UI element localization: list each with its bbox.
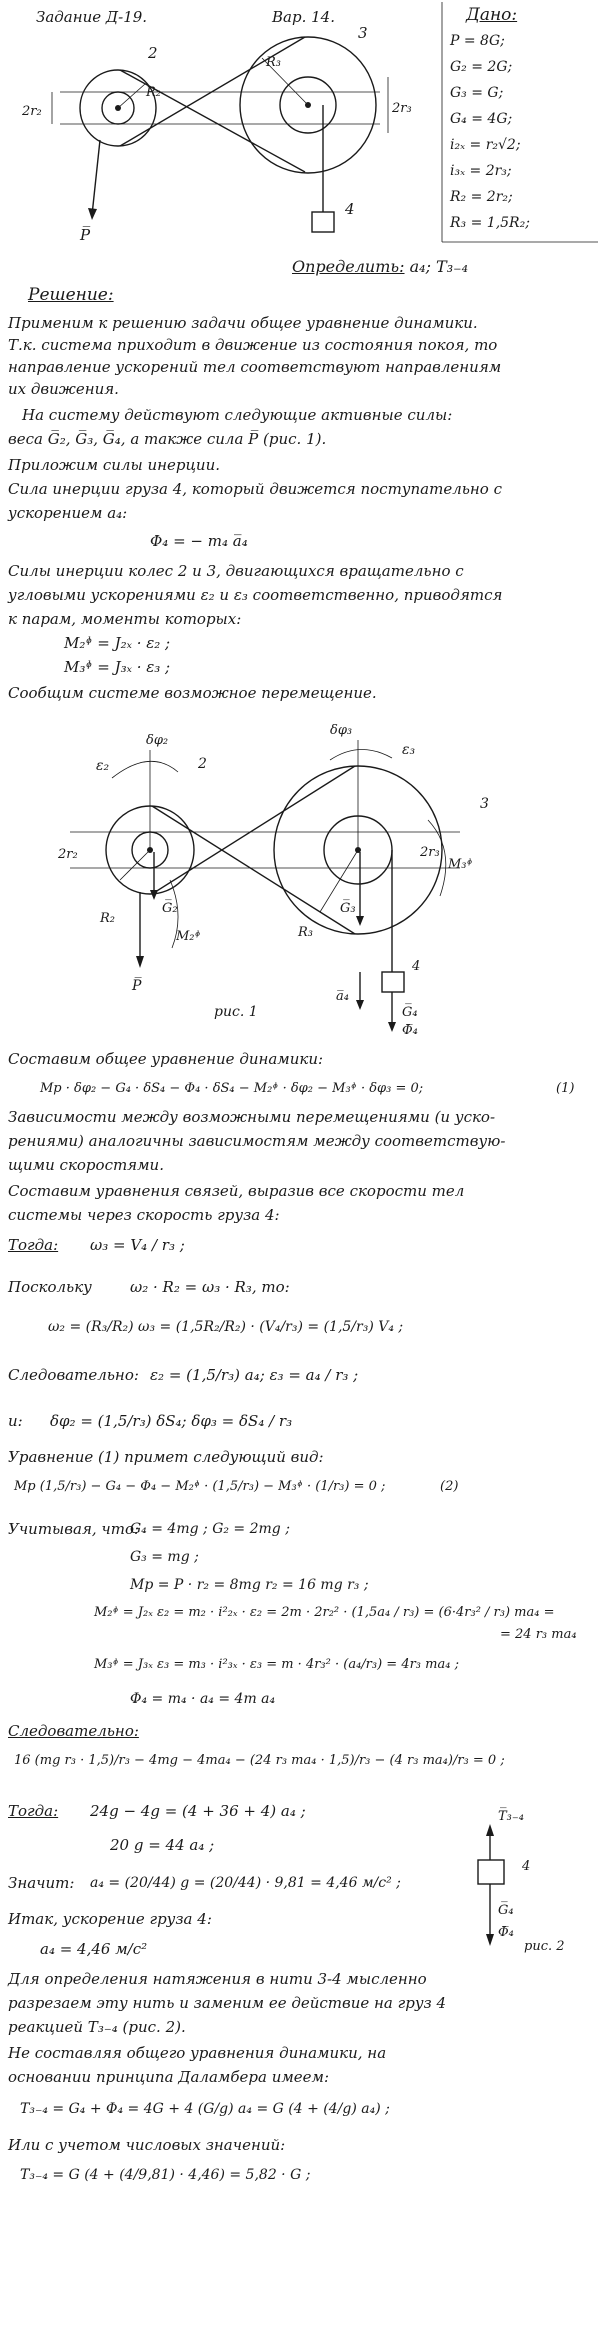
text-line: веса G̅₂, G̅₃, G̅₄, а также сила P̅ (рис. 1). xyxy=(8,430,327,448)
label-wheel-2: 2 xyxy=(148,44,158,62)
label-2r3: 2r₃ xyxy=(392,101,412,116)
equation-link: ω₂ · R₂ = ω₃ · R₃, то: xyxy=(130,1278,290,1296)
force-p-arrowhead xyxy=(136,956,144,968)
label-given-that: Учитывая, что: xyxy=(8,1520,140,1538)
label-r3: R₃ xyxy=(298,925,313,940)
text-line: Силы инерции колес 2 и 3, двигающихся вращательно с xyxy=(8,562,464,580)
label-r3: R₃ xyxy=(266,55,281,70)
equation-4: T₃₋₄ = G₄ + Φ₄ = 4G + 4 (G/g) a₄ = G (4 + (4/g) a₄) ; xyxy=(20,2101,390,2117)
text-line: Для определения натяжения в нити 3-4 мысленно xyxy=(8,1970,427,1988)
label-2r3: 2r₃ xyxy=(420,845,440,860)
figure-3-load-free-body xyxy=(440,1790,600,1980)
label-a4: a̅₄ xyxy=(336,989,349,1004)
equation-mp: Mp = P · r₂ = 8mg r₂ = 16 mg r₃ ; xyxy=(130,1577,369,1593)
label-load-4: 4 xyxy=(522,1859,531,1874)
force-p-line xyxy=(92,140,100,215)
arc-eps3 xyxy=(330,749,392,760)
equation-dphi: δφ₂ = (1,5/r₃) δS₄; δφ₃ = δS₄ / r₃ xyxy=(50,1412,293,1430)
label-m2: M₂ᶲ xyxy=(176,929,201,944)
result-a4: a₄ = 4,46 м/с² xyxy=(40,1940,148,1958)
equation-g3: G₃ = mg ; xyxy=(130,1549,199,1565)
label-eps3: ε₃ xyxy=(402,742,416,758)
equation-sum: 24g − 4g = (4 + 36 + 4) a₄ ; xyxy=(90,1802,306,1820)
given-item: G₂ = 2G; xyxy=(450,59,513,75)
belt-line-1 xyxy=(152,806,355,934)
text-line: к парам, моменты которых: xyxy=(8,610,242,628)
equation-2-number: (2) xyxy=(440,1479,459,1494)
label-phi4: Φ̅₄ xyxy=(498,1925,514,1940)
text-line: рениями) аналогичны зависимостям между соответствую- xyxy=(8,1132,506,1150)
load-4 xyxy=(312,212,334,232)
given-item: G₃ = G; xyxy=(450,85,504,101)
text-line: Сообщим системе возможное перемещение. xyxy=(8,684,377,702)
label-eps2: ε₂ xyxy=(96,758,110,774)
text-line: угловыми ускорениями ε₂ и ε₃ соответственно, приводятся xyxy=(8,586,503,604)
given-item: G₄ = 4G; xyxy=(450,111,513,127)
equation-m2: M₂ᶲ = J₂ₓ · ε₂ ; xyxy=(64,634,171,652)
variant-label: Вар. 14. xyxy=(272,8,335,26)
label-force-p: P̅ xyxy=(80,226,91,244)
load-4 xyxy=(382,972,404,992)
label-2r2: 2r₂ xyxy=(22,104,42,119)
radius-r2-line xyxy=(118,84,145,108)
figure-caption-2: рис. 2 xyxy=(524,1939,565,1954)
label-g4: G̅₄ xyxy=(498,1903,514,1918)
equation-a4: a₄ = (20/44) g = (20/44) · 9,81 = 4,46 м/с² ; xyxy=(90,1875,401,1891)
label-force-p: P̅ xyxy=(132,978,142,994)
load-4 xyxy=(478,1860,504,1884)
equation-omega3: ω₃ = V₄ / r₃ ; xyxy=(90,1236,185,1254)
equation-phi4: Φ₄ = − m₄ a̅₄ xyxy=(150,532,248,550)
equation-m3: M₃ᶲ = J₃ₓ · ε₃ ; xyxy=(64,658,171,676)
label-wheel-3: 3 xyxy=(480,796,489,812)
label-g3: G̅₃ xyxy=(340,901,356,916)
label-r2: R₂ xyxy=(100,911,115,926)
equation-2: Mp (1,5/r₃) − G₄ − Φ₄ − M₂ᶲ · (1,5/r₃) − M₃ᶲ · (1/r₃) = 0 ; xyxy=(14,1479,386,1494)
label-wheel-3: 3 xyxy=(358,24,368,42)
equation-phi4-expanded: Φ₄ = m₄ · a₄ = 4m a₄ xyxy=(130,1691,276,1707)
equation-m2-expanded: M₂ᶲ = J₂ₓ ε₂ = m₂ · i²₂ₓ · ε₂ = 2m · 2r₂² · (1,5a₄ / r₃) = (6·4r₃² / r₃) ma₄ = xyxy=(94,1605,555,1620)
text-line: Итак, ускорение груза 4: xyxy=(8,1910,212,1928)
text-line: основании принципа Даламбера имеем: xyxy=(8,2068,330,2086)
equation-20g: 20 g = 44 a₄ ; xyxy=(110,1836,215,1854)
find-value: a₄; T₃₋₄ xyxy=(409,257,468,276)
text-line: Составим общее уравнение динамики: xyxy=(8,1050,324,1068)
label-then: Тогда: xyxy=(8,1236,59,1254)
text-line: Составим уравнения связей, выразив все скорости тел xyxy=(8,1182,465,1200)
label-g4: G̅₄ xyxy=(402,1005,418,1020)
belt-line-2 xyxy=(152,766,355,894)
equation-eps: ε₂ = (1,5/r₃) a₄; ε₃ = a₄ / r₃ ; xyxy=(150,1366,359,1384)
task-title: Задание Д-19. xyxy=(36,8,148,26)
text-line: щими скоростями. xyxy=(8,1156,164,1174)
equation-3: 16 (mg r₃ · 1,5)/r₃ − 4mg − 4ma₄ − (24 r₃ ma₄ · 1,5)/r₃ − (4 r₃ ma₄)/r₃ = 0 ; xyxy=(14,1753,505,1768)
equation-weights: G₄ = 4mg ; G₂ = 2mg ; xyxy=(130,1521,290,1537)
radius-r2-line xyxy=(120,850,150,880)
text-line: Или с учетом числовых значений: xyxy=(8,2136,286,2154)
label-g2: G̅₂ xyxy=(162,901,178,916)
text-line: направление ускорений тел соответствуют направлениям xyxy=(8,358,502,376)
text-line: На систему действуют следующие активные силы: xyxy=(22,406,453,424)
force-p-arrowhead xyxy=(88,208,97,220)
given-title: Дано: xyxy=(466,5,518,25)
text-line: ускорением a₄: xyxy=(8,504,128,522)
solution-title: Решение: xyxy=(28,285,114,305)
equation-1-number: (1) xyxy=(556,1081,575,1096)
label-since: Поскольку xyxy=(8,1278,92,1296)
figure-caption-1: рис. 1 xyxy=(214,1004,258,1020)
text-line: Не составляя общего уравнения динамики, на xyxy=(8,2044,387,2062)
figure-2-forces-diagram xyxy=(0,700,600,1040)
label-r2: R₂ xyxy=(146,85,161,100)
given-item: R₃ = 1,5R₂; xyxy=(450,215,530,231)
given-item: i₃ₓ = 2r₃; xyxy=(450,163,512,179)
label-then-2: Тогда: xyxy=(8,1802,59,1820)
given-item: P = 8G; xyxy=(450,33,505,49)
text-line: Приложим силы инерции. xyxy=(8,456,221,474)
text-line: Применим к решению задачи общее уравнение динамики. xyxy=(8,314,478,332)
label-therefore: Следовательно: xyxy=(8,1366,139,1384)
equation-m3-expanded: M₃ᶲ = J₃ₓ ε₃ = m₃ · i²₃ₓ · ε₃ = m · 4r₃² · (a₄/r₃) = 4r₃ ma₄ ; xyxy=(94,1657,459,1672)
given-item: R₂ = 2r₂; xyxy=(450,189,513,205)
find-line xyxy=(292,258,468,276)
text-line: Зависимости между возможными перемещениями (и уско- xyxy=(8,1108,496,1126)
text-line: Сила инерции груза 4, который движется поступательно с xyxy=(8,480,502,498)
label-phi4: Φ̅₄ xyxy=(402,1023,418,1038)
label-m3: M₃ᶲ xyxy=(448,857,473,872)
text-line: реакцией T₃₋₄ (рис. 2). xyxy=(8,2018,186,2036)
text-line: системы через скорость груза 4: xyxy=(8,1206,280,1224)
equation-1: Mp · δφ₂ − G₄ · δS₄ − Φ₄ · δS₄ − M₂ᶲ · δφ₂ − M₃ᶲ · δφ₃ = 0; xyxy=(40,1081,424,1096)
label-hence: Значит: xyxy=(8,1874,75,1892)
given-block-border xyxy=(440,0,600,245)
label-wheel-2: 2 xyxy=(198,756,207,772)
label-load-4: 4 xyxy=(345,200,355,218)
find-label: Определить: xyxy=(292,257,405,276)
equation-omega2: ω₂ = (R₃/R₂) ω₃ = (1,5R₂/R₂) · (V₄/r₃) = (1,5/r₃) V₄ ; xyxy=(48,1319,404,1335)
label-2r2: 2r₂ xyxy=(58,847,78,862)
label-load-4: 4 xyxy=(412,959,421,974)
arc-eps2 xyxy=(112,761,178,778)
given-item: i₂ₓ = r₂√2; xyxy=(450,137,521,153)
text-line: Уравнение (1) примет следующий вид: xyxy=(8,1448,324,1466)
label-therefore-2: Следовательно: xyxy=(8,1722,139,1740)
text-line: их движения. xyxy=(8,380,119,398)
label-t34: T̅₃₋₄ xyxy=(498,1809,524,1824)
text-line: Т.к. система приходит в движение из состояния покоя, то xyxy=(8,336,498,354)
text-line: разрезаем эту нить и заменим ее действие на груз 4 xyxy=(8,1994,447,2012)
label-dphi2: δφ₂ xyxy=(146,733,169,748)
label-dphi3: δφ₃ xyxy=(330,723,353,738)
equation-m2-result: = 24 r₃ ma₄ xyxy=(500,1627,577,1642)
equation-5: T₃₋₄ = G (4 + (4/9,81) · 4,46) = 5,82 · G ; xyxy=(20,2167,311,2183)
label-and: и: xyxy=(8,1412,23,1430)
